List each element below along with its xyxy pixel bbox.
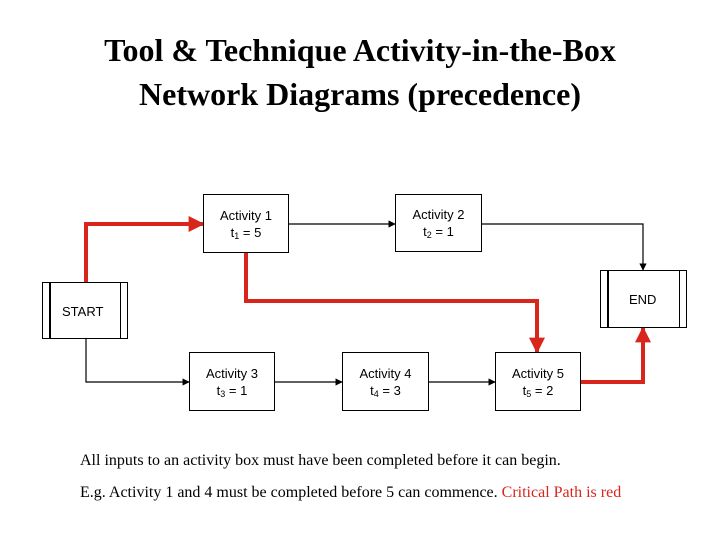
activity-1-box	[203, 194, 289, 253]
note-line-2	[80, 484, 621, 502]
critical-path-note: Critical Path is red	[501, 484, 622, 501]
activity-5-name: Activity 5	[511, 365, 564, 381]
activity-4-box	[342, 352, 429, 411]
end-left-bar	[607, 271, 609, 327]
start-label: START	[62, 304, 104, 319]
activity-2-box	[395, 194, 482, 252]
start-right-bar	[120, 283, 122, 338]
edge-a2-end	[482, 224, 643, 270]
activity-5-box	[495, 352, 581, 411]
activity-3-box	[189, 352, 275, 411]
activity-1-duration: $t_1 = 5$	[230, 224, 262, 241]
note-line-1: All inputs to an activity box must have been completed before it can begin.	[80, 452, 561, 469]
activity-2-name: Activity 2	[412, 207, 465, 222]
start-left-bar	[49, 283, 51, 338]
critical-edge-a1-a5	[246, 253, 537, 352]
note-example: E.g. Activity 1 and 4 must be completed before 5 can commence.	[80, 484, 498, 501]
edge-start-a3	[86, 339, 189, 382]
activity-3-name: Activity 3	[205, 365, 258, 381]
title-line-1: Tool & Technique Activity-in-the-Box	[104, 32, 616, 68]
critical-edge-start-a1	[86, 224, 203, 282]
activity-4-duration: $t_4 = 3$	[370, 382, 401, 399]
critical-edge-a5-end	[581, 328, 643, 382]
activity-4-name: Activity 4	[359, 365, 412, 381]
activity-5-duration: $t_5 = 2$	[522, 382, 554, 399]
title-line-2: Network Diagrams (precedence)	[139, 76, 581, 112]
activity-2-duration: $t_2 = 1$	[423, 224, 454, 240]
end-label: END	[629, 292, 657, 307]
end-right-bar	[679, 271, 681, 327]
activity-1-name: Activity 1	[219, 207, 272, 223]
activity-3-duration: $t_3 = 1$	[216, 382, 248, 399]
